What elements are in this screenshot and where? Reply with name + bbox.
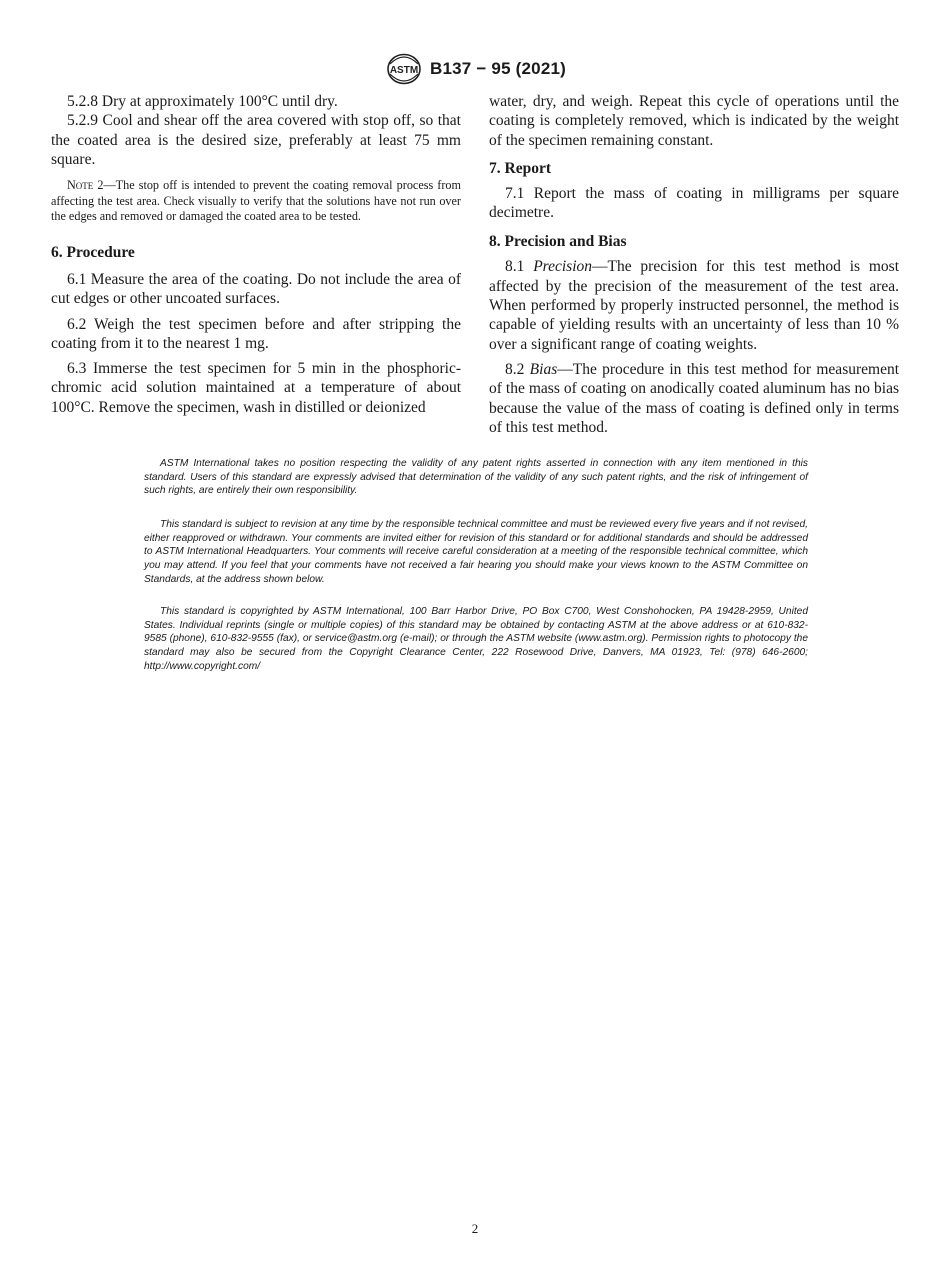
paragraph-8-2 (489, 360, 899, 437)
p81-text: —The precision for this test method is most affected by the precision of the measurement of the test area. When performed by properly instructed personnel, the method is capable of yielding results with an uncertainty of less than 10 % over a significant range of coating weights. (489, 258, 900, 353)
note-text: 2—The stop off is intended to prevent the coating removal process from affecting the test area. Check visually to verify that the solutions have not run over the edges and removed or damaged the coated area to be tested. (51, 178, 461, 224)
paragraph-6-1: 6.1 Measure the area of the coating. Do not include the area of cut edges or other uncoated surfaces. (51, 270, 461, 308)
paragraph-5-2-8: 5.2.8 Dry at approximately 100°C until dry. (67, 93, 338, 110)
left-column (51, 92, 461, 417)
section-7-title: 7. Report (489, 159, 551, 177)
page-header (0, 52, 950, 86)
footer-revision (144, 518, 808, 587)
paragraph-8-1 (489, 257, 899, 353)
paragraph-5-2-9: 5.2.9 Cool and shear off the area covered with stop off, so that the coated area is the desired size, preferably at least 75 mm square. (51, 112, 461, 168)
p81-term: Precision (533, 258, 593, 276)
standard-designation: B137 − 95 (2021) (430, 59, 566, 78)
paragraph-7-1: 7.1 Report the mass of coating in milligrams per square decimetre. (489, 184, 899, 222)
right-column (489, 92, 899, 437)
astm-logo (384, 52, 424, 86)
copyright-notice: This standard is copyrighted by ASTM International, 100 Barr Harbor Drive, PO Box C700, West Conshohocken, PA 19428-2959, United States. Individual reprints (single or multiple copies) of this standard may be obtained by contacting ASTM at the above address or at 610-832-9585 (phone), 610-832-9555 (fax), or service@astm.org (e-mail); or through the ASTM website (www.astm.org). Permission rights to photocopy the standard may also be secured from the Copyright Clearance Center, 222 Rosewood Drive, Danvers, MA 01923, Tel: (978) 646-2600; http://www.copyright.com/ (144, 606, 808, 672)
p82-term: Bias (529, 360, 558, 378)
paragraph-6-2: 6.2 Weigh the test specimen before and after stripping the coating from it to the nearest 1 mg. (51, 315, 461, 352)
paragraph-6-3: 6.3 Immerse the test specimen for 5 min in the phosphoric-chromic acid solution maintained at a temperature of about 100°C. Remove the specimen, wash in distilled or deionized (51, 360, 461, 416)
note-2 (51, 178, 461, 225)
p81-number: 8.1 (505, 258, 534, 276)
footer-patent (144, 457, 808, 498)
page-number: 2 (471, 1221, 479, 1236)
p82-text: —The procedure in this test method for measurement of the mass of coating on anodically coated aluminum has no bias because the value of the mass of coating is defined only in terms of this test method. (489, 360, 900, 436)
paragraph-6-3-continued: water, dry, and weigh. Repeat this cycle of operations until the coating is completely removed, which is indicated by the weight of the specimen remaining constant. (489, 93, 899, 149)
logo-text: ASTM (389, 65, 419, 76)
patent-notice: ASTM International takes no position respecting the validity of any patent rights asserted in connection with any item mentioned in this standard. Users of this standard are expressly advised that determination of the validity of any such patent rights, and the risk of infringement of such rights, are entirely their own responsibility. (144, 458, 808, 497)
section-6-title: 6. Procedure (51, 243, 135, 261)
revision-notice: This standard is subject to revision at any time by the responsible technical committee and must be reviewed every five years and if not revised, either reapproved or withdrawn. Your comments are invited either for revision of this standard or for additional standards and should be addressed to ASTM International Headquarters. Your comments will receive careful consideration at a meeting of the responsible technical committee, which you may attend. If you feel that your comments have not received a fair hearing you should make your views known to the ASTM Committee on Standards, at the address shown below. (144, 519, 808, 585)
note-label: Note (67, 178, 94, 193)
p82-number: 8.2 (505, 360, 530, 378)
footer-copyright (144, 605, 808, 674)
section-8-title: 8. Precision and Bias (489, 233, 627, 251)
